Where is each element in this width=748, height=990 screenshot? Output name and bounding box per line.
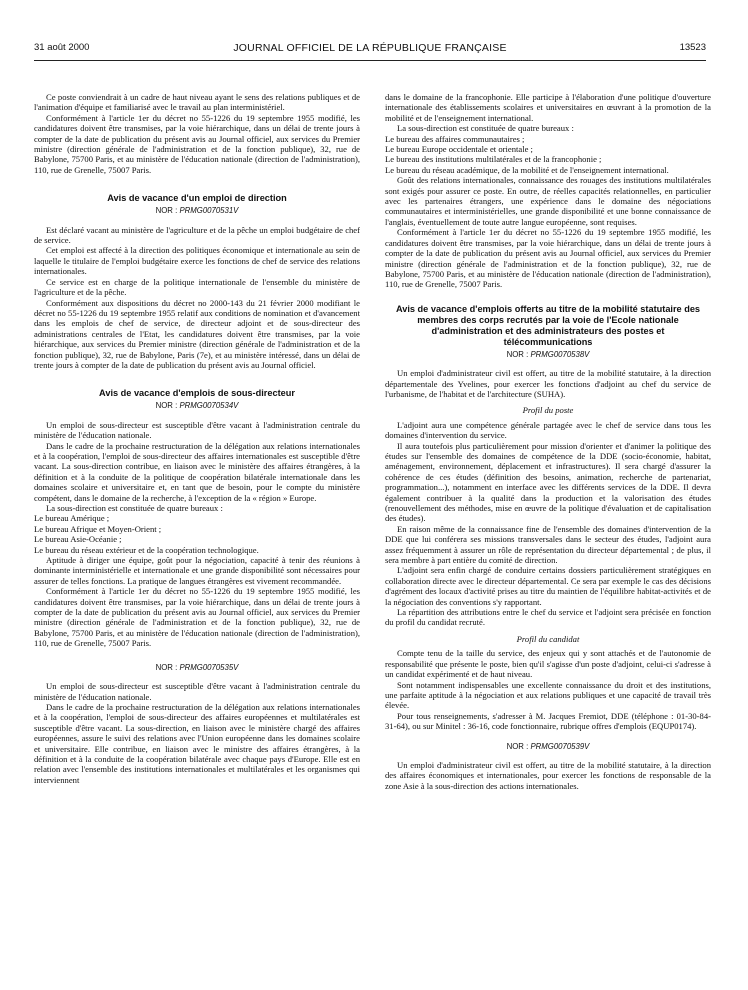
- paragraph: Compte tenu de la taille du service, des enjeux qui y sont attachés et de l'autonomie de responsabilité que présente le poste, bien qu'il s'agisse d'un poste d'adjoint, celui-ci s'adresse à un candidat expérimenté et de haut niveau.: [385, 648, 711, 680]
- left-column: [34, 92, 360, 785]
- paragraph: Conformément aux dispositions du décret no 2000-143 du 21 février 2000 modifiant le décret no 55-1226 du 19 septembre 1955 relatif aux conditions de nomination et d'avancement dans les emplois de chef de service, de directeur adjoint et de sous-directeur des administrations centrales de l'Etat, les candidatures doivent être transmises, par la voie hiérarchique, aux services du Premier ministre (direction générale de l'administration et de la fonction publique), 32, rue de Babylone, Paris (7e), et au ministère intéressé, dans un délai de trente jours à compter de la date de publication du présent avis au Journal officiel.: [34, 297, 360, 370]
- section-title: Avis de vacance d'un emploi de direction: [107, 193, 287, 204]
- paragraph: Conformément à l'article 1er du décret no 55-1226 du 19 septembre 1955 modifié, les candidatures doivent être transmises, par la voie hiérarchique, dans un délai de trente jours à compter de la date de publication du présent avis au Journal officiel, aux services du Premier ministre (direction générale de l'administration et de la fonction publique), 32, rue de Babylone, 75700 Paris, et au ministère de l'éducation nationale (direction de l'administration), 110, rue de Grenelle, 75007 Paris.: [34, 586, 360, 649]
- nor-reference: NOR : PRMG0070539V: [506, 741, 590, 751]
- paragraph: Aptitude à diriger une équipe, goût pour la négociation, capacité à tenir des réunions à dominante interministérielle et internationale et une grande disponibilité sont nécessaires pour assurer de telles fonctions. La pratique de langues étrangères est vivement recommandée.: [34, 555, 360, 586]
- list-item: Le bureau Amérique ;: [34, 513, 110, 524]
- journal-title: JOURNAL OFFICIEL DE LA RÉPUBLIQUE FRANÇAISE: [233, 42, 507, 54]
- paragraph: Un emploi d'administrateur civil est offert, au titre de la mobilité statutaire, à la direction départementale des Yvelines, pour exercer les fonctions d'adjoint au chef du service de l'urbanisme, de l'habitat et de l'architecture (SUHA).: [385, 368, 711, 399]
- paragraph: Ce service est en charge de la politique internationale de l'ensemble du ministère de l'agriculture et de la pêche.: [34, 276, 360, 298]
- paragraph: Un emploi de sous-directeur est susceptible d'être vacant à l'administration centrale du ministère de l'éducation nationale.: [34, 681, 360, 702]
- nor-reference: NOR : PRMG0070535V: [155, 662, 239, 672]
- list-item: Le bureau Europe occidentale et orientale ;: [385, 144, 533, 155]
- paragraph: Conformément à l'article 1er du décret no 55-1226 du 19 septembre 1955 modifié, les candidatures doivent être transmises, par la voie hiérarchique, dans un délai de trente jours à compter de la date de publication du présent avis au Journal officiel, aux services du Premier ministre (direction générale de l'administration et de la fonction publique), 32, rue de Babylone, 75700 Paris, et au ministère de l'éducation nationale (direction de l'administration), 110, rue de Grenelle, 75007 Paris.: [34, 112, 360, 175]
- paragraph: Il aura toutefois plus particulièrement pour mission d'orienter et d'animer la politique des études sur l'ensemble des domaines de compétence de la DDE (socio-économie, habitat, aménagement, environnement, déplacement et infrastructures). Il sera chargé d'assurer la cohérence de ces études (définition des besoins, animation, recherche de partenariat, programmation...), notamment en interface avec les différents services de la DDE. Il devra également contribuer à la qualité dans la production et la valorisation des études (renouvellement des méthodes, mise en œuvre de la politique d'évaluation et de capitalisation des études).: [385, 440, 711, 524]
- list-item: Le bureau des institutions multilatérales et de la francophonie ;: [385, 154, 602, 165]
- list-item: Le bureau du réseau académique, de la mobilité et de l'enseignement international.: [385, 164, 669, 175]
- paragraph: Un emploi d'administrateur civil est offert, au titre de la mobilité statutaire, à la direction des affaires économiques et internationales, pour exercer les fonctions de responsable de la zone Asie à la sous-direction des actions internationales.: [385, 759, 711, 791]
- nor-reference: NOR : PRMG0070531V: [155, 206, 239, 216]
- paragraph: En raison même de la connaissance fine de l'ensemble des domaines d'intervention de la DDE que lui conférera ses missions transversales dans le secteur des études, l'adjoint aura assez fréquemment à assurer un rôle de représentation du directeur départemental ; de plus, il sera membre à part entière du comité de direction.: [385, 523, 711, 566]
- paragraph: Ce poste conviendrait à un cadre de haut niveau ayant le sens des relations publiques et de l'animation d'équipe et familiarisé avec le travail au plan interministériel.: [34, 92, 360, 113]
- section-title: Avis de vacance d'emplois offerts au titre de la mobilité statutaire des membres des corps recrutés par la voie de l'Ecole nationale d'administration et des administrateurs des postes et télécommunications: [395, 303, 701, 347]
- paragraph: Pour tous renseignements, s'adresser à M. Jacques Fremiot, DDE (téléphone : 01-30-84-31-64), ou sur Minitel : 36-16, code fonctionnaire, rubrique offres d'emplois (EQUP0174).: [385, 710, 711, 732]
- paragraph: L'adjoint sera enfin chargé de conduire certains dossiers particulièrement stratégiques en collaboration directe avec le directeur départemental. Ce sera par exemple le cas des décisions d'agrément des locaux d'activité prises au titre du maintien de l'équilibre habitat-activités et de la négociation des conventions s'y rapportant.: [385, 565, 711, 607]
- paragraph: La répartition des attributions entre le chef du service et l'adjoint sera précisée en fonction du profil du candidat recruté.: [385, 607, 711, 628]
- list-item: Le bureau Asie-Océanie ;: [34, 534, 122, 545]
- paragraph: La sous-direction est constituée de quatre bureaux :: [46, 503, 223, 513]
- header-rule: [34, 60, 706, 61]
- paragraph: L'adjoint aura une compétence générale partagée avec le chef de service dans tous les domaines d'intervention du service.: [385, 419, 711, 441]
- paragraph: Sont notamment indispensables une excellente connaissance du droit et des institutions, une parfaite aptitude à la négociation et aux relations publiques et une capacité de travail très élevée.: [385, 679, 711, 711]
- list-item: Le bureau du réseau extérieur et de la coopération technologique.: [34, 544, 259, 555]
- paragraph: Est déclaré vacant au ministère de l'agriculture et de la pêche un emploi budgétaire de chef de service.: [34, 224, 360, 246]
- subheading: Profil du poste: [522, 405, 574, 416]
- issue-date: 31 août 2000: [34, 42, 90, 53]
- paragraph: Un emploi de sous-directeur est susceptible d'être vacant à l'administration centrale du ministère de l'éducation nationale.: [34, 419, 360, 441]
- paragraph: La sous-direction est constituée de quatre bureaux :: [397, 123, 574, 134]
- paragraph: Dans le cadre de la prochaine restructuration de la délégation aux relations internationales et à la coopération, l'emploi de sous-directeur des affaires internationales est susceptible d'être vacant. La sous-direction contribue, en liaison avec le ministère des affaires étrangères, à la définition et à la conduite de la politique de coopération bilatérale internationale dans les domaines scolaire et universitaire et, en tant que de besoin, pour le compte du ministère compétent, dans le domaine de la recherche, à l'exception de la « région » Europe.: [34, 440, 360, 503]
- paragraph: Cet emploi est affecté à la direction des politiques économique et internationale au sein de laquelle le titulaire de l'emploi budgétaire exerce les fonctions de chef de service des relations internationales.: [34, 245, 360, 277]
- section-title: Avis de vacance d'emplois de sous-directeur: [99, 388, 295, 399]
- paragraph: Goût des relations internationales, connaissance des rouages des institutions multilatérales sont exigés pour assurer ce poste. En outre, de réelles capacités relationnelles, en particulier avec les partenaires étrangers, une expérience dans le domaine des négociations communautaires et interministérielles, une grande disponibilité et une bonne connaissance de l'anglais, éventuellement de toute autre langue européenne, sont requises.: [385, 175, 711, 227]
- page-number: 13523: [679, 42, 706, 53]
- list-item: Le bureau Afrique et Moyen-Orient ;: [34, 523, 162, 534]
- page-header: [34, 42, 706, 58]
- paragraph: dans le domaine de la francophonie. Elle participe à l'élaboration d'une politique d'ouverture internationale des établissements scolaires et universitaires en œuvrant à la promotion de la mobilité et de l'enseignement international.: [385, 92, 711, 123]
- paragraph: Dans le cadre de la prochaine restructuration de la délégation aux relations internationales et à la coopération, l'emploi de sous-directeur des affaires européennes et multilatérales est susceptible d'être vacant. La sous-direction, en liaison avec le ministère chargé des affaires européennes, assure le suivi des relations avec l'Union européenne dans les domaines scolaire et universitaire. Elle contribue, en liaison avec le ministre des affaires étrangères, à la définition et à la conduite de la coopération bilatérale avec chaque pays d'Europe. Elle est en relation avec l'ensemble des institutions internationales et multilatérales et les organismes qui interviennent: [34, 701, 360, 785]
- paragraph: Conformément à l'article 1er du décret no 55-1226 du 19 septembre 1955 modifié, les candidatures doivent être transmises, par la voie hiérarchique, dans un délai de trente jours à compter de la date de publication du présent avis au Journal officiel, aux services du Premier ministre (direction générale de l'administration et de la fonction publique), 32, rue de Babylone, 75700 Paris, et au ministère de l'éducation nationale (direction de l'administration), 110, rue de Grenelle, 75007 Paris.: [385, 227, 711, 290]
- subheading: Profil du candidat: [516, 633, 580, 644]
- right-column: [385, 92, 711, 791]
- list-item: Le bureau des affaires communautaires ;: [385, 133, 525, 144]
- nor-reference: NOR : PRMG0070534V: [155, 401, 239, 411]
- nor-reference: NOR : PRMG0070538V: [506, 349, 590, 359]
